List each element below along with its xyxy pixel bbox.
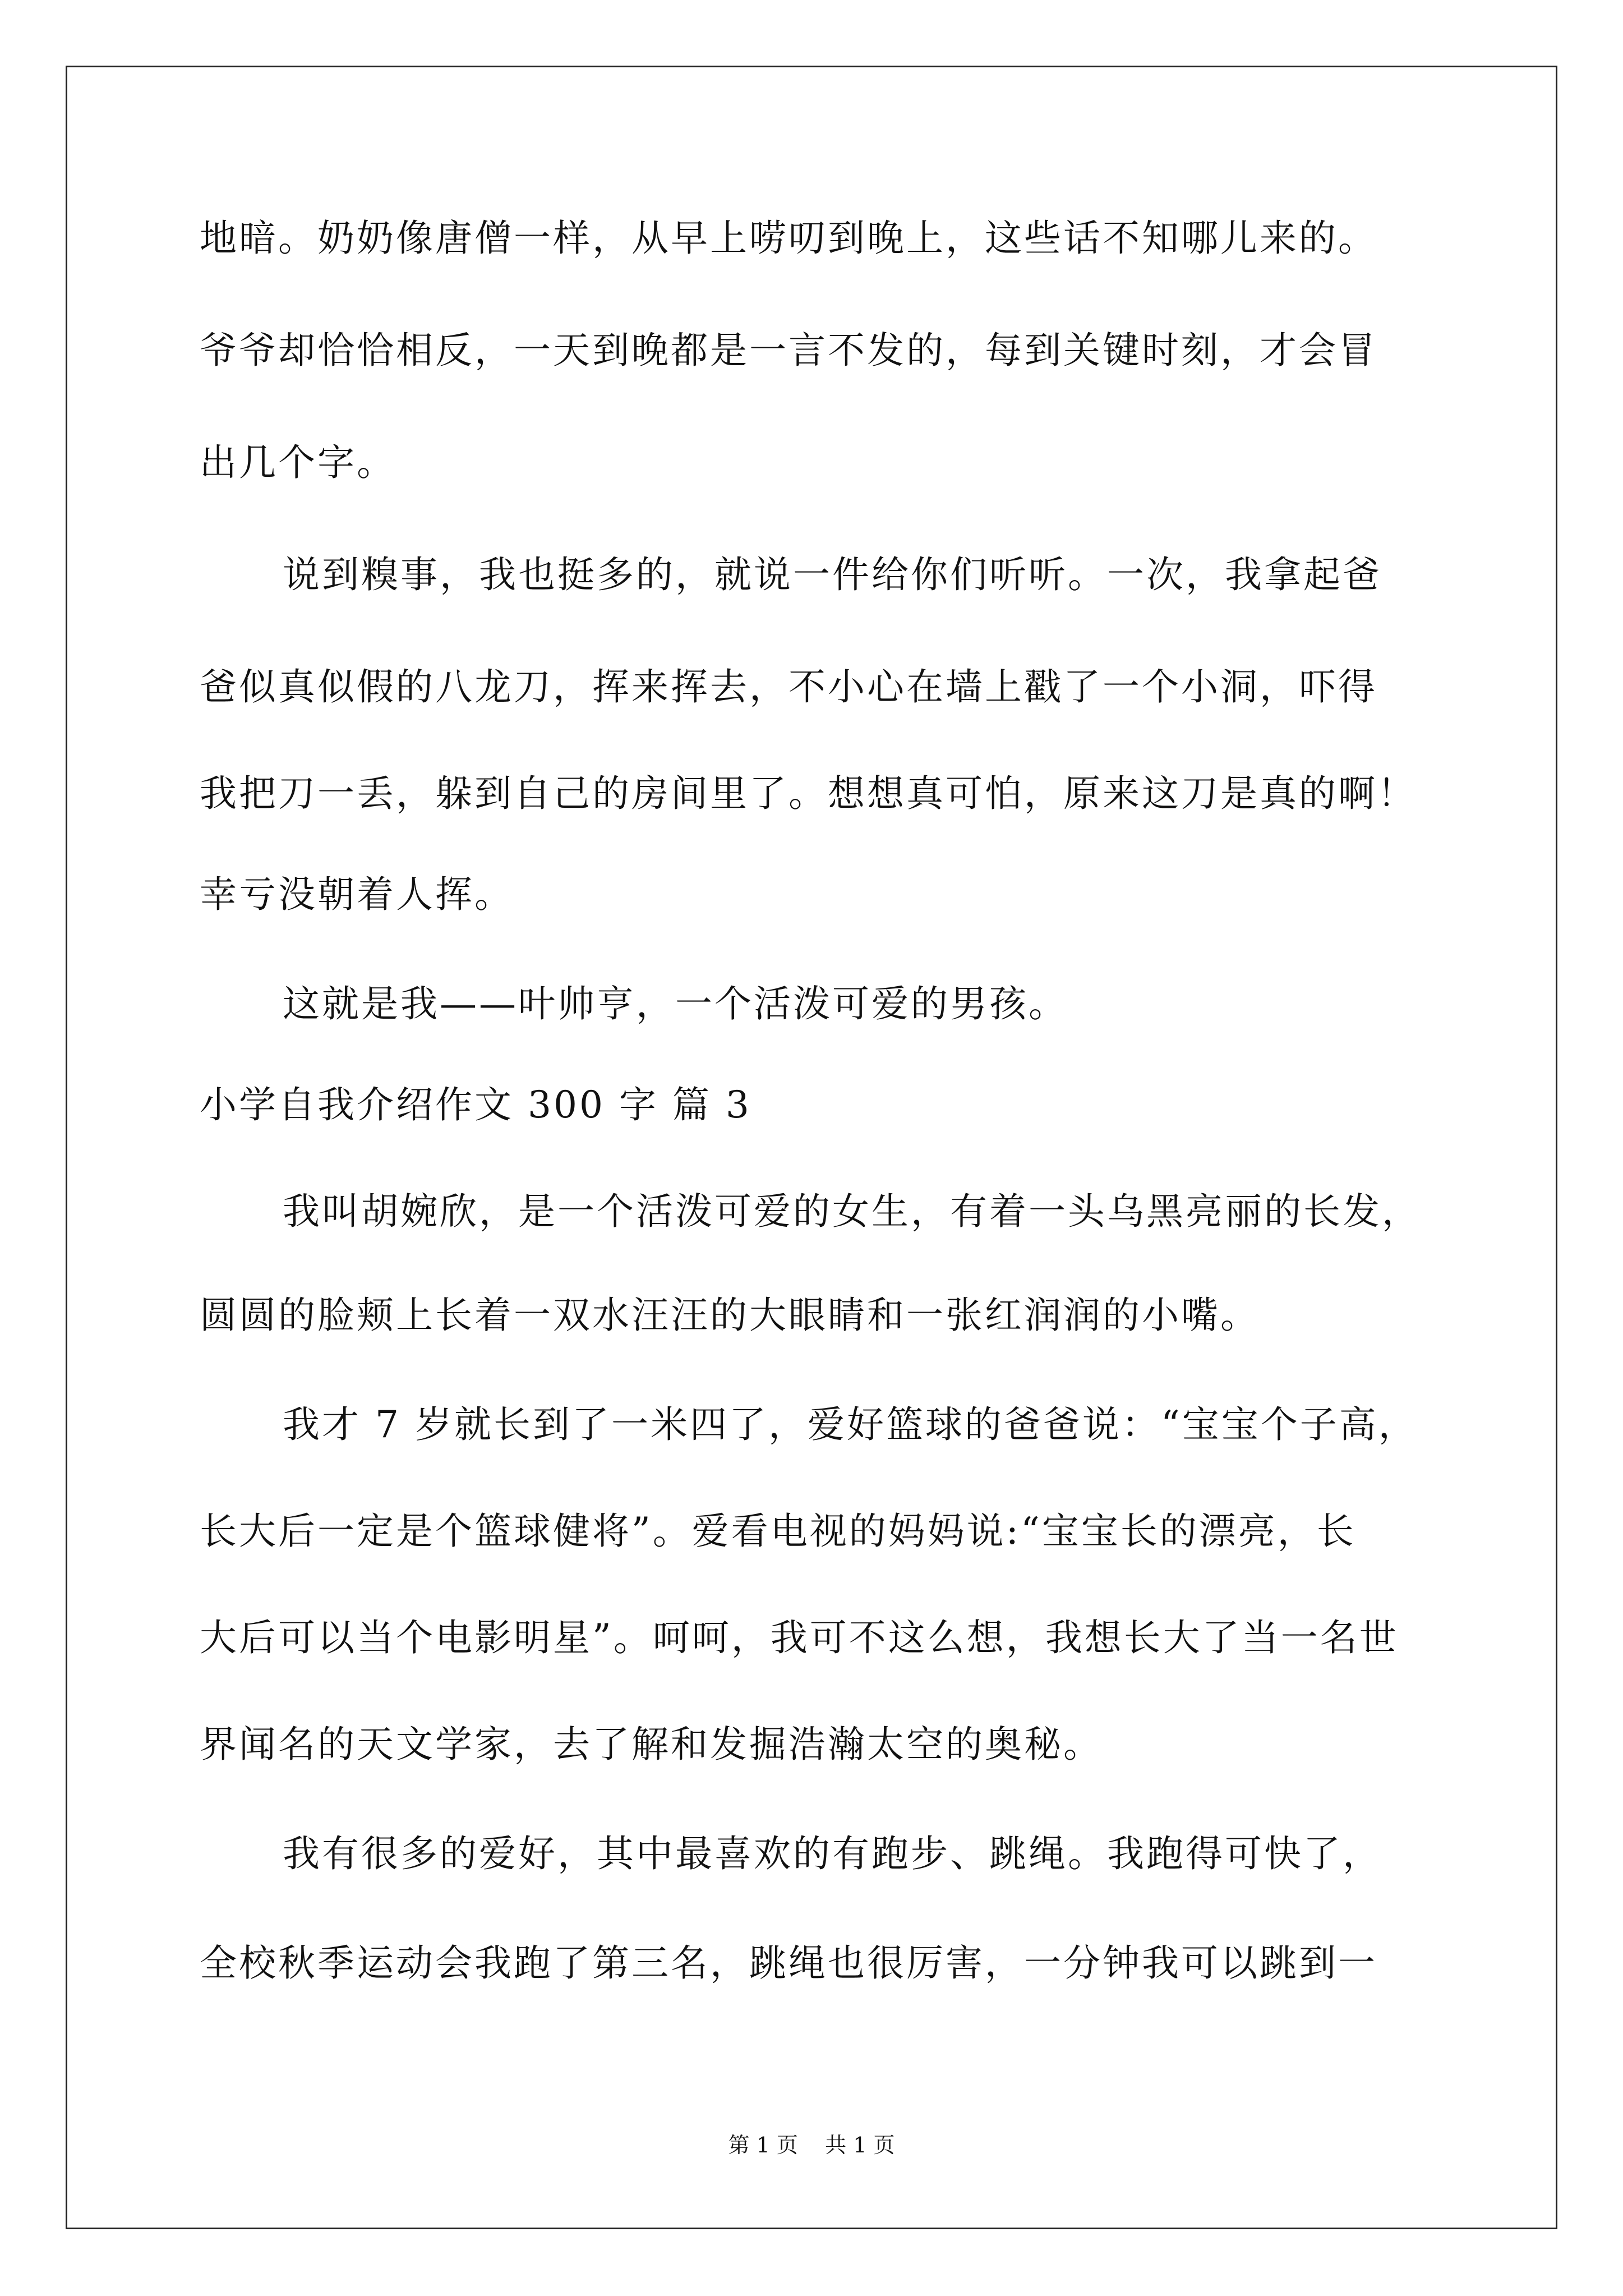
- text-line: 幸亏没朝着人挥。: [200, 873, 514, 916]
- text-line: 爸似真似假的八龙刀，挥来挥去，不小心在墙上戳了一个小洞，吓得: [200, 665, 1377, 708]
- text-line: 全校秋季运动会我跑了第三名，跳绳也很厉害，一分钟我可以跳到一: [200, 1941, 1377, 1985]
- text-line: 我把刀一丢，躲到自己的房间里了。想想真可怕，原来这刀是真的啊！: [200, 772, 1417, 815]
- text-line: 地暗。奶奶像唐僧一样，从早上唠叨到晚上，这些话不知哪儿来的。: [200, 217, 1377, 260]
- paragraph-start-line: 这就是我——叶帅亨，一个活泼可爱的男孩。: [283, 982, 1068, 1025]
- text-line: 大后可以当个电影明星”。呵呵，我可不这么想，我想长大了当一名世: [200, 1616, 1399, 1659]
- text-line: 长大后一定是个篮球健将”。爱看电视的妈妈说:“宝宝长的漂亮，长: [200, 1510, 1356, 1553]
- paragraph-start-line: 我才 7 岁就长到了一米四了，爱好篮球的爸爸说：“宝宝个子高，: [283, 1403, 1418, 1446]
- section-heading: 小学自我介绍作文 300 字 篇 3: [200, 1083, 751, 1126]
- text-line: 圆圆的脸颊上长着一双水汪汪的大眼睛和一张红润润的小嘴。: [200, 1294, 1260, 1337]
- paragraph-start-line: 我叫胡婉欣，是一个活泼可爱的女生，有着一头乌黑亮丽的长发，: [283, 1190, 1421, 1233]
- page-border: [66, 66, 1557, 2229]
- page-number-footer: 第 1 页 共 1 页: [728, 2133, 895, 2157]
- paragraph-start-line: 说到糗事，我也挺多的，就说一件给你们听听。一次，我拿起爸: [283, 553, 1382, 596]
- paragraph-start-line: 我有很多的爱好，其中最喜欢的有跑步、跳绳。我跑得可快了，: [283, 1832, 1382, 1875]
- text-line: 出几个字。: [200, 441, 396, 484]
- text-line: 爷爷却恰恰相反，一天到晚都是一言不发的，每到关键时刻，才会冒: [200, 329, 1377, 372]
- text-line: 界闻名的天文学家，去了解和发掘浩瀚太空的奥秘。: [200, 1723, 1103, 1766]
